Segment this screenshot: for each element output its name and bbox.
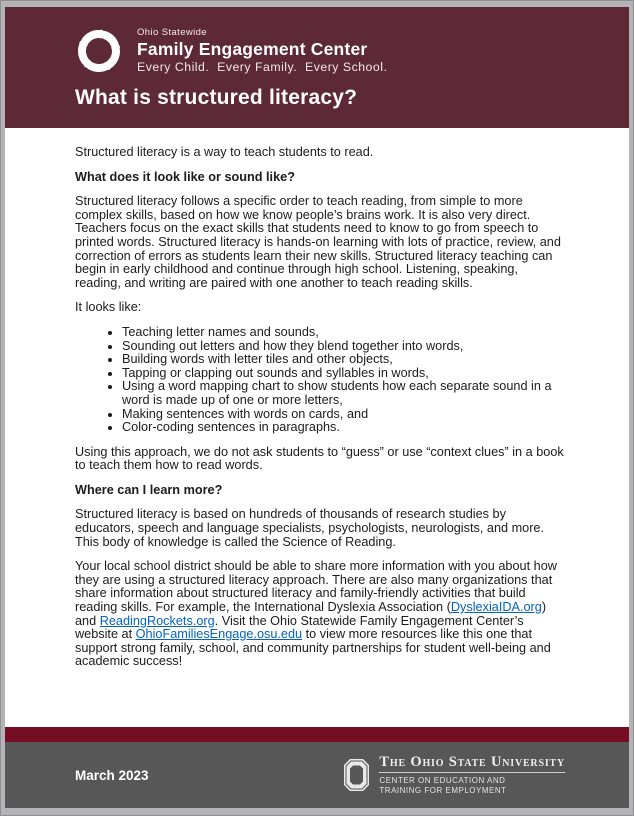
- footer-date: March 2023: [75, 767, 149, 783]
- section-heading-look-sound: What does it look like or sound like?: [75, 169, 295, 184]
- looks-like-lead-in: It looks like:: [75, 300, 142, 315]
- list-item: • Making sentences with words on cards, and: [122, 408, 567, 422]
- page-title: What is structured literacy?: [75, 86, 358, 109]
- intro-paragraph: Structured literacy is a way to teach students to read.: [75, 145, 374, 159]
- osu-name-label: The Ohio State University: [379, 754, 565, 773]
- org-name-label: Family Engagement Center: [137, 39, 368, 59]
- looks-like-list: [75, 326, 567, 435]
- org-logo: [72, 24, 387, 78]
- osu-block-o-icon: [344, 759, 369, 791]
- osu-dept-line2: TRAINING FOR EMPLOYMENT: [379, 786, 507, 795]
- ohio-families-engage-link[interactable]: OhioFamiliesEngage.osu.edu: [135, 627, 303, 642]
- document-page: [5, 7, 629, 808]
- document-body: [5, 128, 629, 727]
- footer: [5, 742, 629, 808]
- resources-text: . Visit the Ohio Statewide Family Engagement Center’s website at: [75, 613, 524, 642]
- list-item: • Sounding out letters and how they blend together into words,: [122, 340, 567, 354]
- accent-band: [5, 727, 629, 742]
- dyslexia-ida-link[interactable]: DyslexiaIDA.org: [450, 600, 542, 615]
- list-item: • Teaching letter names and sounds,: [122, 326, 567, 340]
- osu-logo: [344, 754, 565, 796]
- list-item: • Tapping or clapping out sounds and syllables in words,: [122, 367, 567, 381]
- resources-text: Your local school district should be able to share more information with you about how they are using a structured literacy approach. There are also many organizations that share information about structured literacy and family-friendly activities that build reading skills. For example, the International Dyslexia Association (: [75, 559, 557, 615]
- approach-paragraph: Using this approach, we do not ask students to “guess” or use “context clues” in a book to teach them how to read words.: [75, 444, 564, 473]
- list-item: • Using a word mapping chart to show students how each separate sound in a word is made up of one or more letters,: [122, 380, 567, 407]
- list-item: • Building words with letter tiles and other objects,: [122, 353, 567, 367]
- org-small-label: Ohio Statewide: [137, 27, 208, 38]
- list-item: • Color-coding sentences in paragraphs.: [122, 421, 567, 435]
- masthead: [5, 7, 629, 128]
- org-logo-text: [137, 27, 387, 75]
- osu-dept-line1: CENTER ON EDUCATION AND: [379, 776, 506, 785]
- description-paragraph: Structured literacy follows a specific order to teach reading, from simple to more complex skills, based on how we know people’s brains work. It is also very direct. Teachers focus on the exact skills that students need to know to go from speech to printed words. Structured literacy is hands-on learning with lots of practice, review, and correction of errors as students learn their new skills. Structured literacy teaching can begin in early childhood and continue through high school. Listening, speaking, reading, and writing are paired with one another to teach reading skills.: [75, 194, 561, 290]
- section-heading-learn-more: Where can I learn more?: [75, 482, 223, 497]
- people-circle-icon: [72, 24, 126, 78]
- osu-logo-text: [379, 754, 565, 796]
- resources-paragraph: [75, 560, 567, 669]
- resources-text: to view more resources like this one that support strong family, school, and community partnerships for student well-being and academic success!: [75, 627, 551, 669]
- reading-rockets-link[interactable]: ReadingRockets.org: [99, 613, 215, 628]
- research-paragraph: Structured literacy is based on hundreds of thousands of research studies by educators, speech and language specialists, psychologists, neurologists, and more. This body of knowledge is called the Science of Reading.: [75, 507, 545, 549]
- org-tagline: Every Child. Every Family. Every School.: [137, 60, 388, 74]
- resources-text: ) and: [75, 600, 547, 628]
